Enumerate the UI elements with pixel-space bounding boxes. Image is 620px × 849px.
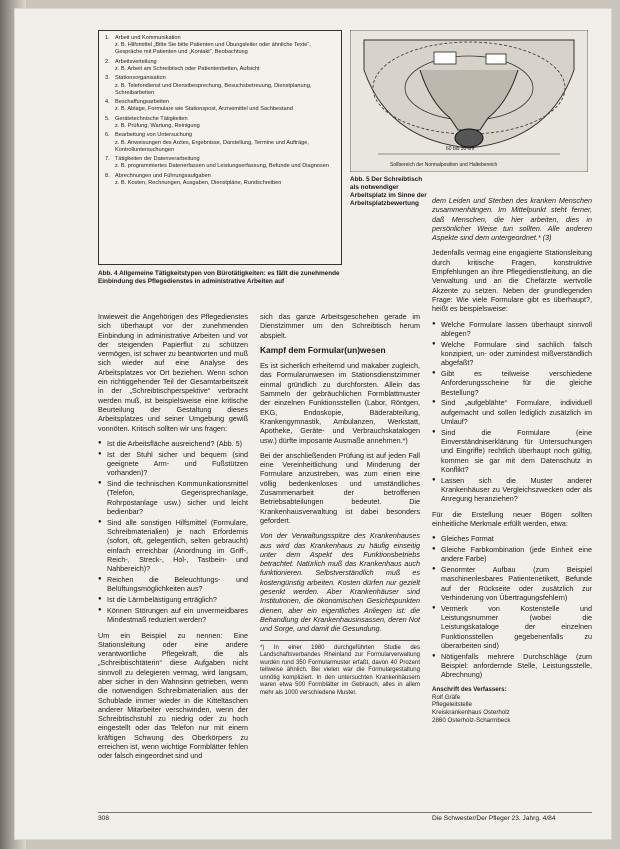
paragraph: Für die Erstellung neuer Bögen sollten einheitliche Merkmale erfüllt werden, etwa: xyxy=(432,509,592,528)
list-item: ● Ist der Stuhl sicher und bequem (sind geeignete Arm- und Fußstützen vorhanden)? xyxy=(107,450,248,478)
list-item: ● Ist die Lärmbelästigung erträglich? xyxy=(107,595,248,604)
paragraph-italic: dem Leiden und Sterben des kranken Menschen zusammenhängen. Im Mittelpunkt steht ferner, daß Menschen, die hier arbeiten, dies in persönlicher Weise tun sollten. Alle anderen Aspekte sind dem untergeordnet.* (3) xyxy=(432,196,592,243)
box-item-detail: z. B. Kosten, Rechnungen, Ausgaben, Dienstpläne, Rundschreiben xyxy=(115,179,282,186)
author-line: 2860 Osterholz-Scharmbeck xyxy=(432,716,511,724)
feature-list xyxy=(432,534,592,679)
box-item-title xyxy=(105,132,335,139)
box-item-detail: z. B. Hilfsmittel „Bitte Sie bitte Patienten und Übungsleiter oder ähnliche Texte“, Gespräche mit Patienten und „Kontakt“, Beobachtung xyxy=(115,42,311,56)
figure-4-caption: Abb. 4 Allgemeine Tätigkeitstypen von Bürotätigkeiten: es fällt die zunehmende Einbindung des Pflegedienstes in administrative Arbeiten auf xyxy=(98,270,340,285)
column-right xyxy=(432,196,592,725)
box-item-label: Arbeit und Kommunikation xyxy=(115,35,181,41)
footer-rule xyxy=(98,812,592,813)
box-item-title xyxy=(105,59,335,66)
box-item-label: Gerätetechnische Tätigkeiten xyxy=(115,115,188,122)
box-item xyxy=(105,75,335,97)
box-item-title xyxy=(105,173,335,180)
box-item-number: 2. xyxy=(105,58,110,65)
box-item-detail: z. B. Telefondienst und Dienstbesprechung, Besuchsbetreuung, Dienstplanung, Schreibarbeiten xyxy=(115,82,312,96)
box-item-detail: z. B. Ablage, Formulare wie Stationspost, Arzneimittel und Sachbestand xyxy=(115,106,293,113)
box-item-number: 3. xyxy=(105,75,110,82)
box-item-number: 5. xyxy=(105,115,110,122)
list-item: ● Können Störungen auf ein unvermeidbares Mindestmaß reduziert werden? xyxy=(107,606,248,625)
list-item: ● Sind „aufgeblähte“ Formulare, individuell aufgemacht und sollen lediglich zusätzlich im Umlauf? xyxy=(441,398,592,426)
list-item: ● Gibt es teilweise verschiedene Anforderungsscheine für die gleiche Bestellung? xyxy=(441,369,592,397)
box-item-label: Stationsorganisation xyxy=(115,75,166,82)
box-item-number: 1. xyxy=(105,35,110,41)
box-item xyxy=(105,156,335,170)
paragraph-italic: Von der Verwaltungsspitze des Krankenhauses aus wird das Krankenhaus zu häufig einseitig unter dem Aspekt des Funktionsbetriebs betrachtet. Natürlich muß das Krankenhaus auch funktionieren. Selbstverständlich muß es kostengünstig arbeiten. Kosten dürfen nur gezielt gesenkt werden. Aber Krankenhäuser sind Institutionen, die ökonomischen Gesichtspunkten dienen, aber ein eigentliches Anliegen ist: die Behandlung der Krankenhausinsassen, deren Not und Sorge, und damit die Gesundung. xyxy=(260,531,420,634)
box-item-label: Tätigkeiten der Datenverarbeitung xyxy=(115,156,200,163)
list-item: ● Sind alle sonstigen Hilfsmittel (Formulare, Schreibmaterialien) je nach Erfordernis (sofort, oft, gelegentlich, selten gebraucht) einfach erreichbar (Anordnung im Griff-, Reich-, Streck-, Hol-, Tastbein- und Nahbereich)? xyxy=(107,518,248,574)
journal-footer: Die Schwester/Der Pfleger 23. Jahrg. 4/84 xyxy=(432,815,556,822)
list-item: ● Sind die Formulare (eine Einverständniserklärung für Untersuchungen und Eingriffe) rechtlich überhaupt noch gültig, kommen sie gar mit dem Datenschutz in Konflikt? xyxy=(441,428,592,474)
column-left xyxy=(98,312,248,767)
author-line: Rolf Gräfe xyxy=(432,693,461,701)
list-item: ● Gleiche Farbkombination (jede Einheit eine andere Farbe) xyxy=(441,545,592,564)
box-item-number: 4. xyxy=(105,99,110,106)
box-item-label: Arbeitsverteilung xyxy=(115,58,157,65)
column-middle xyxy=(260,312,420,698)
box-item-title xyxy=(105,75,335,82)
footnote: *) In einer 1980 durchgeführten Studie des Landschaftsverbandes Rheinland zur Formularverwaltung wurden rund 350 Formularmuster erfaßt, davon 40 Prozent teilweise ähnlich. Bei vielen war die Formulargestaltung unnötig kompliziert. In den untersuchten Krankenhäusern waren etwa 500 Formblätter im Gebrauch, alles in allem mehr als 1000 verschiedene Muster. xyxy=(260,640,420,698)
list-item: ● Sind die technischen Kommunikationsmittel (Telefon, Gegensprechanlage, Rohrpostanlage usw.) sicher und leicht bedienbar? xyxy=(107,479,248,516)
paragraph: Jedenfalls vermag eine engagierte Stationsleitung durch kritische Fragen, konstruktive Empfehlungen an ihre Pflegedienstleitung, an die Verwaltung und an die Chefärzte wertvolle Akzente zu setzen. Neben der grundlegenden Frage: Wie viele Formulare gibt es überhaupt?, heißt es beispielsweise: xyxy=(432,248,592,314)
figure-5-illustration xyxy=(350,30,588,172)
box-item-detail: z. B. Prüfung, Wartung, Reinigung xyxy=(115,122,200,129)
question-list xyxy=(432,320,592,504)
paragraph: Inwieweit die Angehörigen des Pflegedienstes sich überhaupt vor der zunehmenden Einbindung in administrative Arbeiten und vor der steigenden Papierflut zu schützen vermögen, ist schwer zu beantworten und muß sich wieder auf eine Analyse des Arbeitsplatzes vor Ort beziehen. Wenn schon ein richtiggehender Teil der Gesamtarbeitszeit in der „Schreibtischperspektive“ verbracht werden muß, ist beispielsweise eine kritische Beurteilung der Gestaltung dieses Arbeitsplatzes und seiner Umgebung gewiß vonnöten. Kritisch sollten wir uns fragen: xyxy=(98,312,248,433)
box-item xyxy=(105,132,335,154)
box-item-number: 6. xyxy=(105,132,110,139)
checklist xyxy=(98,439,248,625)
box-item-title xyxy=(105,99,335,106)
list-item: ● Gleiches Format xyxy=(441,534,592,543)
box-item-detail: z. B. Arbeit am Schreibtisch oder Patientenbetten, Aufsicht xyxy=(115,66,260,72)
list-item: ● Nötigenfalls mehrere Durchschläge (zum Beispiel: anfordernde Stelle, Leistungsstelle, Abrechnung) xyxy=(441,652,592,680)
box-item xyxy=(105,173,335,187)
box-item xyxy=(105,116,335,130)
list-item: ● Reichen die Beleuchtungs- und Belüftungsmöglichkeiten aus? xyxy=(107,575,248,594)
author-address xyxy=(432,686,592,725)
list-item: ● Ist die Arbeitsfläche ausreichend? (Abb. 5) xyxy=(107,439,248,448)
list-item: ● Welche Formulare sind sachlich falsch konzipiert, un- oder zumindest mißverständlich abgefaßt? xyxy=(441,340,592,368)
paragraph: Um ein Beispiel zu nennen: Eine Stationsleitung oder eine andere verantwortliche Pflegekraft, die als „Schreibtischtäterin“ diese Aufgaben nicht sinnvoll zu delegieren vermag, wird langsam, aber sicher in den Wahnsinn getrieben, wenn die notwendigen Schreibmaterialien aus der Schublade immer wieder in die Kitteltaschen anderer Mitarbeiter verschwinden, wenn der Schreibtischstuhl zu niedrig oder zu hoch eingestellt oder das Telefon nur mit einem kräftigen Schwung des Oberkörpers zu erreichen ist, wenn wichtige Formblätter fehlen oder falsch eingeordnet sind und xyxy=(98,630,248,761)
list-item: ● Lassen sich die Muster anderer Krankenhäuser zu Vergleichszwecken oder als Anregung heranziehen? xyxy=(441,476,592,504)
figure-5-caption: Abb. 5 Der Schreibtisch als notwendiger Arbeitsplatz im Sinne der Arbeitsplatzbewertung xyxy=(350,176,427,207)
list-item: ● Genormter Aufbau (zum Beispiel maschinenlesbares Patientenetikett, Befunde auf der Rückseite oder zusätzlich zur Verhinderung von Übertragungsfehlern) xyxy=(441,565,592,602)
activity-types-box xyxy=(98,30,342,265)
box-item-label: Bearbeitung von Untersuchung xyxy=(115,132,193,139)
box-item-label: Abrechnungen und Führungsaufgaben xyxy=(115,172,211,179)
box-item-label: Beschaffungsarbeiten xyxy=(115,99,170,106)
list-item: ● Vermerk von Kostenstelle und Leistungsnummer (wobei die Leistungskataloge der einzelnen Funktionsstellen gegebenenfalls zu überarbeiten sind) xyxy=(441,604,592,650)
box-item-number: 7. xyxy=(105,156,110,163)
box-item-detail: z. B. Anweisungen des Arztes, Ergebnisse, Darstellung, Termine und Aufträge, Kontrolluntersuchungen xyxy=(115,139,309,153)
box-item xyxy=(105,35,335,57)
author-heading: Anschrift des Verfassers: xyxy=(432,685,507,693)
box-item-title xyxy=(105,156,335,163)
figure-5-dimension: 60 bis 30 cm xyxy=(446,146,475,152)
box-item xyxy=(105,99,335,113)
box-item-detail: z. B. programmiertes Datenerfassen und Leistungserfassung, Befunde und Diagnosen xyxy=(115,163,329,170)
box-item-title xyxy=(105,116,335,123)
box-item-number: 8. xyxy=(105,172,110,179)
author-line: Pflegeleitstelle xyxy=(432,701,472,709)
list-item: ● Welche Formulare lassen überhaupt sinnvoll ablegen? xyxy=(441,320,592,339)
paragraph: sich das ganze Arbeitsgeschehen gerade im Dienstzimmer um den Schreibtisch herum abspielt. xyxy=(260,312,420,340)
figure-5-legend: Sollbereich der Normalposition und Haltebereich xyxy=(390,162,498,168)
section-heading: Kampf dem Formular(un)wesen xyxy=(260,344,386,355)
paragraph: Es ist sicherlich erheiternd und makaber zugleich, das Formularunwesen im Stationsdienstzimmer einmal gründlich zu durchforsten. Allein das Sammeln der gebräuchlichen Formblattmuster der einzelnen Funktionsstellen (Labor, Röntgen, EKG, Endoskopie, Bäderabteilung, Krankengymnastik, Ambulanzen, Werkstatt, Apotheke, Geräte- und Verbrauchskatalogen usw.) dürfte imposante Ausmaße annehmen.*) xyxy=(260,361,420,445)
paragraph: Bei der anschließenden Prüfung ist auf jeden Fall eine Vereinheitlichung und Minderung der Formulare anzustreben, was zum einen eine völlig bedenkenloses und umständliches Zusammenarbeit der betroffenen Betriebsabteilungen bedeutet. Die Krankenhausverwaltung ist dabei besonders gefordert. xyxy=(260,450,420,525)
box-item xyxy=(105,59,335,73)
page-number: 308 xyxy=(98,815,110,822)
author-line: Kreiskrankenhaus Osterholz xyxy=(432,709,510,717)
